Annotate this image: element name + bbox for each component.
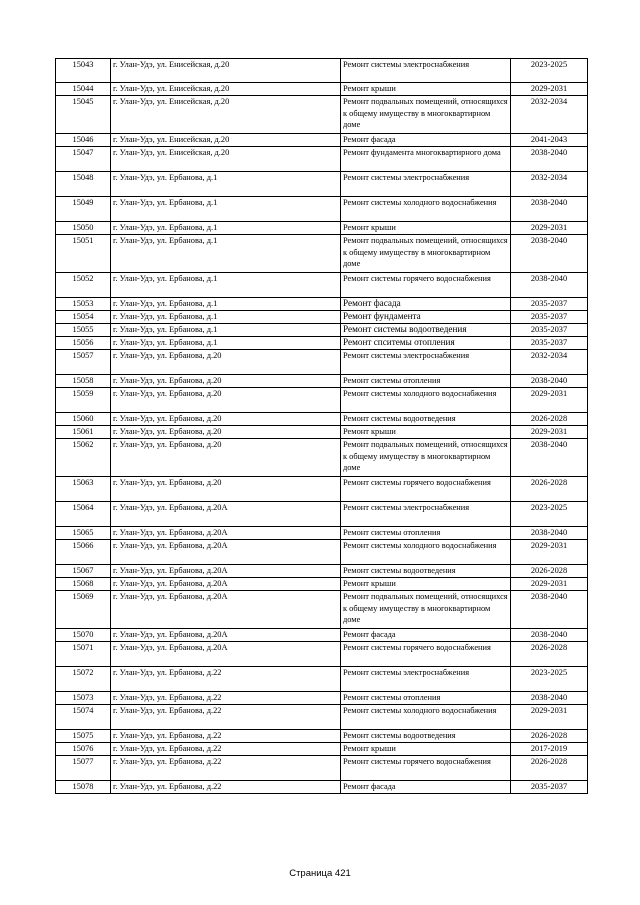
years-cell: 2038-2040 <box>511 235 588 273</box>
work-type-cell: Ремонт системы холодного водоснабжения <box>341 540 511 565</box>
row-number-cell: 15061 <box>56 426 111 439</box>
work-type-cell: Ремонт спситемы отопления <box>341 337 511 350</box>
address-cell: г. Улан-Удэ, ул. Ербанова, д.20 <box>111 375 341 388</box>
years-cell: 2023-2025 <box>511 502 588 527</box>
address-cell: г. Улан-Удэ, ул. Ербанова, д.1 <box>111 311 341 324</box>
years-cell: 2029-2031 <box>511 222 588 235</box>
address-cell: г. Улан-Удэ, ул. Ербанова, д.1 <box>111 222 341 235</box>
years-cell: 2035-2037 <box>511 781 588 794</box>
years-cell: 2026-2028 <box>511 565 588 578</box>
years-cell: 2023-2025 <box>511 667 588 692</box>
work-type-cell: Ремонт подвальных помещений, относящихся к общему имуществу в многоквартирном доме <box>341 591 511 629</box>
row-number-cell: 15045 <box>56 96 111 134</box>
address-cell: г. Улан-Удэ, ул. Ербанова, д.20А <box>111 540 341 565</box>
row-number-cell: 15064 <box>56 502 111 527</box>
table-row <box>56 705 588 730</box>
work-type-cell: Ремонт системы холодного водоснабжения <box>341 388 511 413</box>
work-type-cell: Ремонт системы горячего водоснабжения <box>341 642 511 667</box>
years-cell: 2032-2034 <box>511 96 588 134</box>
years-cell: 2035-2037 <box>511 298 588 311</box>
row-number-cell: 15073 <box>56 692 111 705</box>
row-number-cell: 15062 <box>56 439 111 477</box>
row-number-cell: 15060 <box>56 413 111 426</box>
work-type-cell: Ремонт системы холодного водоснабжения <box>341 197 511 222</box>
address-cell: г. Улан-Удэ, ул. Ербанова, д.22 <box>111 781 341 794</box>
address-cell: г. Улан-Удэ, ул. Ербанова, д.1 <box>111 172 341 197</box>
years-cell: 2026-2028 <box>511 477 588 502</box>
years-cell: 2038-2040 <box>511 527 588 540</box>
years-cell: 2026-2028 <box>511 756 588 781</box>
row-number-cell: 15044 <box>56 83 111 96</box>
work-type-cell: Ремонт фасада <box>341 781 511 794</box>
row-number-cell: 15071 <box>56 642 111 667</box>
table-row <box>56 578 588 591</box>
row-number-cell: 15056 <box>56 337 111 350</box>
years-cell: 2035-2037 <box>511 324 588 337</box>
years-cell: 2026-2028 <box>511 642 588 667</box>
row-number-cell: 15075 <box>56 730 111 743</box>
address-cell: г. Улан-Удэ, ул. Ербанова, д.20А <box>111 527 341 540</box>
address-cell: г. Улан-Удэ, ул. Енисейская, д.20 <box>111 147 341 172</box>
work-type-cell: Ремонт системы электроснабжения <box>341 502 511 527</box>
work-type-cell: Ремонт фундамента многоквартирного дома <box>341 147 511 172</box>
row-number-cell: 15053 <box>56 298 111 311</box>
work-type-cell: Ремонт системы отопления <box>341 527 511 540</box>
table-row <box>56 172 588 197</box>
years-cell: 2029-2031 <box>511 83 588 96</box>
work-type-cell: Ремонт подвальных помещений, относящихся к общему имуществу в многоквартирном доме <box>341 96 511 134</box>
work-type-cell: Ремонт крыши <box>341 578 511 591</box>
row-number-cell: 15072 <box>56 667 111 692</box>
years-cell: 2035-2037 <box>511 337 588 350</box>
row-number-cell: 15052 <box>56 273 111 298</box>
address-cell: г. Улан-Удэ, ул. Ербанова, д.20А <box>111 502 341 527</box>
address-cell: г. Улан-Удэ, ул. Ербанова, д.1 <box>111 197 341 222</box>
table-row <box>56 565 588 578</box>
years-cell: 2038-2040 <box>511 629 588 642</box>
work-type-cell: Ремонт фасада <box>341 134 511 147</box>
years-cell: 2038-2040 <box>511 591 588 629</box>
work-type-cell: Ремонт системы водоотведения <box>341 324 511 337</box>
years-cell: 2038-2040 <box>511 197 588 222</box>
work-type-cell: Ремонт системы горячего водоснабжения <box>341 477 511 502</box>
address-cell: г. Улан-Удэ, ул. Ербанова, д.20А <box>111 578 341 591</box>
row-number-cell: 15069 <box>56 591 111 629</box>
years-cell: 2029-2031 <box>511 388 588 413</box>
row-number-cell: 15077 <box>56 756 111 781</box>
repair-schedule-table <box>55 58 588 794</box>
table-row <box>56 324 588 337</box>
page-number: Страница 421 <box>289 868 351 879</box>
address-cell: г. Улан-Удэ, ул. Ербанова, д.1 <box>111 337 341 350</box>
address-cell: г. Улан-Удэ, ул. Ербанова, д.1 <box>111 235 341 273</box>
years-cell: 2038-2040 <box>511 439 588 477</box>
address-cell: г. Улан-Удэ, ул. Ербанова, д.20А <box>111 642 341 667</box>
work-type-cell: Ремонт крыши <box>341 83 511 96</box>
table-row <box>56 311 588 324</box>
work-type-cell: Ремонт подвальных помещений, относящихся к общему имуществу в многоквартирном доме <box>341 439 511 477</box>
work-type-cell: Ремонт фундамента <box>341 311 511 324</box>
row-number-cell: 15047 <box>56 147 111 172</box>
address-cell: г. Улан-Удэ, ул. Енисейская, д.20 <box>111 96 341 134</box>
row-number-cell: 15068 <box>56 578 111 591</box>
work-type-cell: Ремонт крыши <box>341 743 511 756</box>
row-number-cell: 15063 <box>56 477 111 502</box>
table-body <box>56 59 588 794</box>
years-cell: 2041-2043 <box>511 134 588 147</box>
address-cell: г. Улан-Удэ, ул. Ербанова, д.20А <box>111 565 341 578</box>
address-cell: г. Улан-Удэ, ул. Ербанова, д.20А <box>111 591 341 629</box>
row-number-cell: 15078 <box>56 781 111 794</box>
table-row <box>56 222 588 235</box>
table-row <box>56 527 588 540</box>
table-row <box>56 730 588 743</box>
years-cell: 2029-2031 <box>511 426 588 439</box>
row-number-cell: 15076 <box>56 743 111 756</box>
address-cell: г. Улан-Удэ, ул. Ербанова, д.22 <box>111 667 341 692</box>
address-cell: г. Улан-Удэ, ул. Ербанова, д.20 <box>111 477 341 502</box>
table-row <box>56 540 588 565</box>
years-cell: 2038-2040 <box>511 692 588 705</box>
table-row <box>56 83 588 96</box>
table-row <box>56 781 588 794</box>
years-cell: 2026-2028 <box>511 413 588 426</box>
work-type-cell: Ремонт системы электроснабжения <box>341 667 511 692</box>
work-type-cell: Ремонт системы водоотведения <box>341 413 511 426</box>
address-cell: г. Улан-Удэ, ул. Ербанова, д.20 <box>111 388 341 413</box>
page-footer <box>0 868 640 879</box>
address-cell: г. Улан-Удэ, ул. Енисейская, д.20 <box>111 134 341 147</box>
table-row <box>56 96 588 134</box>
address-cell: г. Улан-Удэ, ул. Енисейская, д.20 <box>111 83 341 96</box>
table-row <box>56 134 588 147</box>
row-number-cell: 15050 <box>56 222 111 235</box>
years-cell: 2029-2031 <box>511 540 588 565</box>
address-cell: г. Улан-Удэ, ул. Ербанова, д.22 <box>111 692 341 705</box>
years-cell: 2029-2031 <box>511 705 588 730</box>
years-cell: 2032-2034 <box>511 172 588 197</box>
years-cell: 2038-2040 <box>511 147 588 172</box>
work-type-cell: Ремонт системы водоотведения <box>341 565 511 578</box>
address-cell: г. Улан-Удэ, ул. Ербанова, д.20 <box>111 350 341 375</box>
address-cell: г. Улан-Удэ, ул. Ербанова, д.20 <box>111 413 341 426</box>
row-number-cell: 15049 <box>56 197 111 222</box>
table-row <box>56 413 588 426</box>
table-row <box>56 350 588 375</box>
table-row <box>56 477 588 502</box>
table-row <box>56 235 588 273</box>
table-row <box>56 642 588 667</box>
row-number-cell: 15046 <box>56 134 111 147</box>
table-row <box>56 439 588 477</box>
work-type-cell: Ремонт системы электроснабжения <box>341 59 511 83</box>
work-type-cell: Ремонт системы горячего водоснабжения <box>341 756 511 781</box>
years-cell: 2023-2025 <box>511 59 588 83</box>
work-type-cell: Ремонт системы электроснабжения <box>341 172 511 197</box>
table-row <box>56 388 588 413</box>
table-row <box>56 298 588 311</box>
row-number-cell: 15070 <box>56 629 111 642</box>
row-number-cell: 15059 <box>56 388 111 413</box>
row-number-cell: 15067 <box>56 565 111 578</box>
row-number-cell: 15051 <box>56 235 111 273</box>
table-row <box>56 502 588 527</box>
years-cell: 2032-2034 <box>511 350 588 375</box>
table-row <box>56 197 588 222</box>
row-number-cell: 15043 <box>56 59 111 83</box>
table-row <box>56 375 588 388</box>
years-cell: 2038-2040 <box>511 273 588 298</box>
table-row <box>56 743 588 756</box>
table-row <box>56 591 588 629</box>
years-cell: 2026-2028 <box>511 730 588 743</box>
row-number-cell: 15058 <box>56 375 111 388</box>
table-row <box>56 426 588 439</box>
address-cell: г. Улан-Удэ, ул. Ербанова, д.22 <box>111 756 341 781</box>
years-cell: 2029-2031 <box>511 578 588 591</box>
row-number-cell: 15065 <box>56 527 111 540</box>
years-cell: 2017-2019 <box>511 743 588 756</box>
address-cell: г. Улан-Удэ, ул. Ербанова, д.1 <box>111 324 341 337</box>
table-row <box>56 692 588 705</box>
table-row <box>56 629 588 642</box>
row-number-cell: 15055 <box>56 324 111 337</box>
row-number-cell: 15054 <box>56 311 111 324</box>
work-type-cell: Ремонт системы холодного водоснабжения <box>341 705 511 730</box>
work-type-cell: Ремонт системы отопления <box>341 375 511 388</box>
row-number-cell: 15057 <box>56 350 111 375</box>
address-cell: г. Улан-Удэ, ул. Ербанова, д.22 <box>111 743 341 756</box>
row-number-cell: 15074 <box>56 705 111 730</box>
table-row <box>56 273 588 298</box>
years-cell: 2038-2040 <box>511 375 588 388</box>
table-row <box>56 59 588 83</box>
work-type-cell: Ремонт крыши <box>341 426 511 439</box>
work-type-cell: Ремонт фасада <box>341 298 511 311</box>
work-type-cell: Ремонт системы водоотведения <box>341 730 511 743</box>
address-cell: г. Улан-Удэ, ул. Ербанова, д.20 <box>111 439 341 477</box>
address-cell: г. Улан-Удэ, ул. Ербанова, д.22 <box>111 730 341 743</box>
address-cell: г. Улан-Удэ, ул. Енисейская, д.20 <box>111 59 341 83</box>
work-type-cell: Ремонт системы горячего водоснабжения <box>341 273 511 298</box>
work-type-cell: Ремонт крыши <box>341 222 511 235</box>
address-cell: г. Улан-Удэ, ул. Ербанова, д.1 <box>111 273 341 298</box>
work-type-cell: Ремонт системы отопления <box>341 692 511 705</box>
address-cell: г. Улан-Удэ, ул. Ербанова, д.1 <box>111 298 341 311</box>
years-cell: 2035-2037 <box>511 311 588 324</box>
work-type-cell: Ремонт подвальных помещений, относящихся к общему имуществу в многоквартирном доме <box>341 235 511 273</box>
work-type-cell: Ремонт фасада <box>341 629 511 642</box>
row-number-cell: 15066 <box>56 540 111 565</box>
table-row <box>56 667 588 692</box>
table-row <box>56 756 588 781</box>
table-row <box>56 147 588 172</box>
address-cell: г. Улан-Удэ, ул. Ербанова, д.20 <box>111 426 341 439</box>
address-cell: г. Улан-Удэ, ул. Ербанова, д.20А <box>111 629 341 642</box>
work-type-cell: Ремонт системы электроснабжения <box>341 350 511 375</box>
table-row <box>56 337 588 350</box>
row-number-cell: 15048 <box>56 172 111 197</box>
address-cell: г. Улан-Удэ, ул. Ербанова, д.22 <box>111 705 341 730</box>
